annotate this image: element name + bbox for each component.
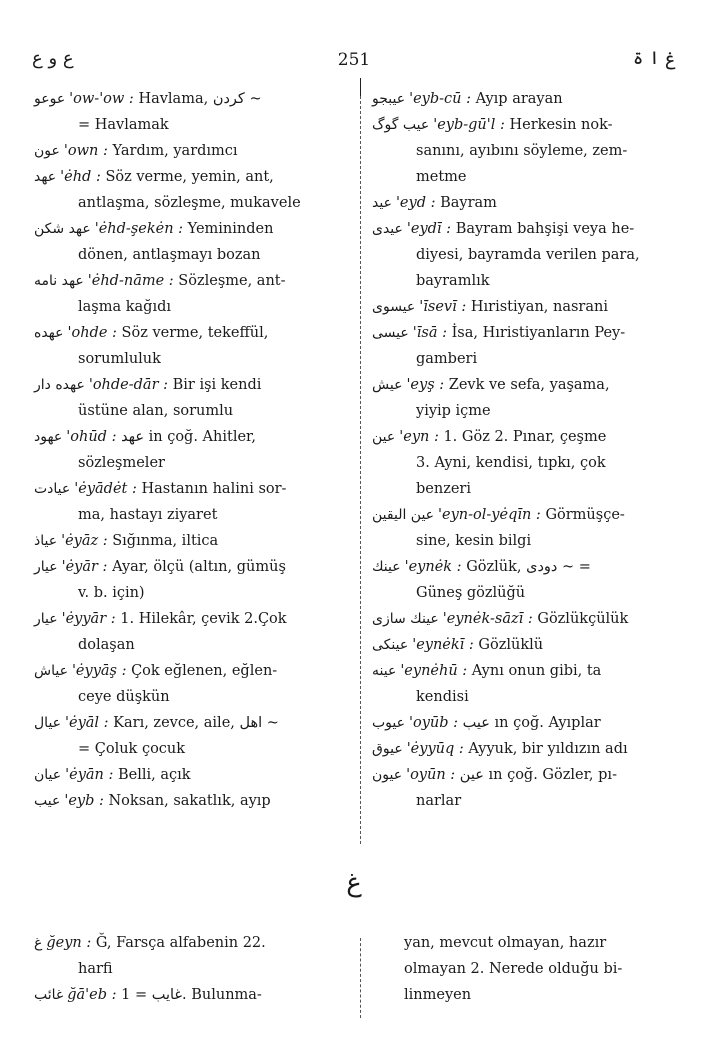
transliteration: 'ohūd :: [66, 429, 122, 445]
arabic-headword: عياذ: [34, 533, 58, 549]
arabic-headword: عينك: [372, 559, 401, 575]
definition: 1. Hilekâr, çevik 2.Çok: [120, 611, 287, 627]
definition: Görmüşçe-: [545, 507, 625, 523]
transliteration: 'eyb-gū'l :: [433, 117, 510, 133]
entry-line: [34, 533, 218, 549]
definition-continuation: dolaşan: [78, 637, 135, 653]
arabic-headword: عيوب: [372, 715, 405, 731]
definition-continuation: = Çoluk çocuk: [78, 741, 186, 757]
dictionary-entry: [34, 710, 348, 762]
arabic-headword: عون: [34, 143, 60, 159]
dictionary-entry: [372, 606, 672, 632]
definition-continuation: linmeyen: [404, 987, 472, 1003]
entry-line: [34, 169, 274, 185]
definition-continuation: dönen, antlaşmayı bozan: [78, 247, 261, 263]
definition: عين ın çoğ. Gözler, pı-: [459, 767, 617, 783]
arabic-headword: عين: [372, 429, 396, 445]
definition: Yardım, yardımcı: [112, 143, 238, 159]
definition-continuation: v. b. için): [78, 585, 145, 601]
right-column: [372, 86, 672, 814]
dictionary-entry: [34, 528, 348, 554]
dictionary-entry: [34, 554, 348, 606]
dictionary-entry: [372, 710, 672, 736]
arabic-headword: عيبجو: [372, 91, 406, 107]
dictionary-entry: [372, 216, 672, 268]
entry-line: [34, 793, 271, 809]
arabic-headword: عيار: [34, 611, 58, 627]
dictionary-entry: [372, 190, 672, 216]
entry-line: [372, 611, 628, 627]
arabic-headword: عهد نامه: [34, 273, 84, 289]
arabic-headword: عوعو: [34, 91, 66, 107]
arabic-headword: عيد: [372, 195, 392, 211]
definition: Herkesin nok-: [509, 117, 613, 133]
definition-continuation: ceye düşkün: [78, 689, 170, 705]
transliteration: 'ėyādėt :: [74, 481, 142, 497]
entry-line: [34, 767, 191, 783]
definition-continuation: sözleşmeler: [78, 455, 165, 471]
entry-line: [372, 637, 543, 653]
definition: Zevk ve sefa, yaşama,: [448, 377, 610, 393]
definition: Bayram: [440, 195, 497, 211]
entry-line: [34, 481, 286, 497]
left-column: [34, 86, 348, 814]
arabic-headword: عين اليقين: [372, 507, 435, 523]
dictionary-entry: [372, 320, 672, 372]
transliteration: 'eynėhū :: [400, 663, 472, 679]
dictionary-entry: [34, 476, 348, 528]
arabic-headword: عيسوى: [372, 299, 416, 315]
definition-continuation: sanını, ayıbını söyleme, zem-: [416, 143, 628, 159]
transliteration: 'īsevī :: [419, 299, 471, 315]
arabic-headword: عينك سازى: [372, 611, 439, 627]
definition-continuation: yiyip içme: [416, 403, 491, 419]
transliteration: 'ėyār :: [61, 559, 113, 575]
definition: Noksan, sakatlık, ayıp: [108, 793, 271, 809]
transliteration: 'ėyāz :: [61, 533, 113, 549]
definition-continuation: bayramlık: [416, 273, 490, 289]
definition: Bir işi kendi: [172, 377, 262, 393]
entry-line: [372, 663, 601, 679]
definition-continuation: sine, kesin bilgi: [416, 533, 532, 549]
right-column-section-2: [404, 930, 676, 1008]
transliteration: 'eyş :: [406, 377, 449, 393]
dictionary-entry: [372, 112, 672, 164]
dictionary-entry: [34, 86, 348, 138]
dictionary-entry: [372, 658, 672, 710]
definition: Havlama, کردن ~: [138, 91, 262, 107]
transliteration: 'ohde-dār :: [88, 377, 173, 393]
entry-line: [34, 663, 277, 679]
dictionary-entry: [34, 138, 348, 164]
transliteration: 'eynėk :: [404, 559, 467, 575]
arabic-headword: عياش: [34, 663, 68, 679]
dictionary-entry: [34, 606, 348, 658]
arabic-headword: عهده: [34, 325, 64, 341]
definition: Söz verme, tekeffül,: [121, 325, 269, 341]
definition-continuation: narlar: [416, 793, 462, 809]
dictionary-entry: [34, 762, 348, 788]
transliteration: 'ėyyār :: [61, 611, 121, 627]
transliteration: 'ohde :: [67, 325, 122, 341]
transliteration: ğeyn :: [46, 935, 96, 951]
definition-continuation: kendisi: [416, 689, 469, 705]
transliteration: 'eyb-cū :: [409, 91, 476, 107]
definition: Karı, zevce, aile, اهل ~: [113, 715, 279, 731]
column-divider-2: [360, 938, 361, 1018]
definition: عيب ın çoğ. Ayıplar: [462, 715, 601, 731]
definition: Hıristiyan, nasrani: [470, 299, 608, 315]
dictionary-entry: [372, 424, 672, 476]
arabic-headword: عيار: [34, 559, 58, 575]
arabic-headword: عهد شکن: [34, 221, 91, 237]
dictionary-entry: [372, 294, 672, 320]
dictionary-entry: [34, 372, 348, 424]
transliteration: 'eydī :: [406, 221, 456, 237]
definition: Ayar, ölçü (altın, gümüş: [112, 559, 286, 575]
entry-line: [372, 559, 591, 575]
dictionary-entry: [372, 762, 672, 814]
definition: Ayyuk, bir yıldızın adı: [468, 741, 628, 757]
arabic-headword: عيادت: [34, 481, 71, 497]
entry-line: [372, 741, 628, 757]
definition-continuation: harfi: [78, 961, 113, 977]
definition: 1. Göz 2. Pınar, çeşme: [443, 429, 607, 445]
transliteration: 'oyūb :: [409, 715, 463, 731]
arabic-headword: عيسى: [372, 325, 409, 341]
dictionary-entry: [372, 632, 672, 658]
dictionary-entry: [372, 736, 672, 762]
definition-continuation: = Havlamak: [78, 117, 169, 133]
transliteration: ğā'eb :: [67, 987, 122, 1003]
arabic-headword: عيب گوگ: [372, 117, 430, 133]
definition-continuation: gamberi: [416, 351, 478, 367]
dictionary-entry: [372, 268, 672, 294]
arabic-headword: عيان: [34, 767, 62, 783]
definition: Ayıp arayan: [475, 91, 563, 107]
transliteration: 'eyn :: [399, 429, 444, 445]
dictionary-entry: [34, 982, 348, 1008]
definition-continuation: antlaşma, sözleşme, mukavele: [78, 195, 301, 211]
definition-continuation: olmayan 2. Nerede olduğu bi-: [404, 961, 623, 977]
definition-continuation: üstüne alan, sorumlu: [78, 403, 234, 419]
arabic-headword: عيوق: [372, 741, 403, 757]
arabic-headword: عهده دار: [34, 377, 85, 393]
definition: Söz verme, yemin, ant,: [105, 169, 274, 185]
entry-line: [34, 325, 268, 341]
definition-continuation: yan, mevcut olmayan, hazır: [404, 935, 607, 951]
transliteration: 'eynėkī :: [412, 637, 479, 653]
transliteration: 'īsā :: [412, 325, 452, 341]
transliteration: 'ėyyāş :: [71, 663, 132, 679]
dictionary-entry: [372, 164, 672, 190]
definition: Sığınma, iltica: [112, 533, 219, 549]
definition-continuation: ma, hastayı ziyaret: [78, 507, 218, 523]
column-divider: [360, 96, 361, 844]
entry-line: [34, 429, 256, 445]
definition: Aynı onun gibi, ta: [471, 663, 602, 679]
entry-line: [34, 987, 262, 1003]
entry-line: [34, 715, 279, 731]
definition: Sözleşme, ant-: [178, 273, 286, 289]
arabic-headword: عينه: [372, 663, 397, 679]
arabic-headword: عهود: [34, 429, 63, 445]
definition-continuation: benzeri: [416, 481, 471, 497]
entry-line: [372, 195, 497, 211]
transliteration: 'oyūn :: [406, 767, 460, 783]
dictionary-entry: [34, 658, 348, 710]
arabic-headword: غ: [34, 935, 43, 951]
definition-continuation: Güneş gözlüğü: [416, 585, 526, 601]
entry-line: [372, 91, 563, 107]
header-rule: [360, 78, 361, 96]
header-left-letters: ع و ع: [32, 48, 74, 69]
definition-continuation: laşma kağıdı: [78, 299, 171, 315]
dictionary-entry: [34, 788, 348, 814]
definition-continuation: diyesi, bayramda verilen para,: [416, 247, 640, 263]
entry-line: [372, 715, 601, 731]
definition: Hastanın halini sor-: [141, 481, 287, 497]
definition: Gözlüklü: [478, 637, 544, 653]
definition: Yemininden: [187, 221, 274, 237]
entry-line: [372, 221, 634, 237]
section-letter: غ: [346, 868, 362, 898]
transliteration: 'ėyyūq :: [406, 741, 469, 757]
entry-line: [372, 299, 608, 315]
definition: Belli, açık: [117, 767, 191, 783]
dictionary-entry: [372, 86, 672, 112]
dictionary-entry: [34, 268, 348, 320]
definition: Ğ, Farsça alfabenin 22.: [95, 935, 266, 951]
arabic-headword: عهد: [34, 169, 57, 185]
page-number: 251: [337, 50, 371, 70]
definition: عهد in çoğ. Ahitler,: [121, 429, 257, 445]
definition: Gözlükçülük: [537, 611, 629, 627]
entry-line: [372, 767, 617, 783]
arabic-headword: عيب: [34, 793, 61, 809]
entry-line: [372, 507, 625, 523]
definition-continuation: metme: [416, 169, 467, 185]
arabic-headword: غائب: [34, 987, 64, 1003]
definition: Çok eğlenen, eğlen-: [131, 663, 278, 679]
arabic-headword: عيش: [372, 377, 403, 393]
transliteration: 'eyb :: [64, 793, 109, 809]
dictionary-entry: [372, 476, 672, 502]
entry-line: [34, 91, 262, 107]
transliteration: 'ėhd-şekėn :: [94, 221, 188, 237]
entry-line: [372, 429, 606, 445]
entry-line: [34, 611, 287, 627]
arabic-headword: عينكى: [372, 637, 409, 653]
entry-line: [34, 273, 286, 289]
entry-line: [34, 143, 238, 159]
definition: Bayram bahşişi veya he-: [455, 221, 635, 237]
arabic-headword: عيدى: [372, 221, 403, 237]
definition: Gözlük, دودى ~ =: [466, 559, 591, 575]
transliteration: 'eynėk-sāzī :: [442, 611, 538, 627]
entry-line: [372, 377, 610, 393]
dictionary-entry: [372, 372, 672, 424]
transliteration: 'ow-'ow :: [69, 91, 139, 107]
transliteration: 'ėhd :: [60, 169, 106, 185]
transliteration: 'ėyān :: [65, 767, 118, 783]
dictionary-entry: [34, 930, 348, 982]
entry-line: [34, 559, 286, 575]
entry-line: [34, 935, 266, 951]
definition: غايب = 1. Bulunma-: [121, 987, 262, 1003]
arabic-headword: عيال: [34, 715, 62, 731]
dictionary-entry: [34, 216, 348, 268]
definition: İsa, Hıristiyanların Pey-: [451, 325, 626, 341]
dictionary-entry: [34, 320, 348, 372]
dictionary-entry: [34, 424, 348, 476]
transliteration: 'eyd :: [395, 195, 441, 211]
transliteration: 'eyn-ol-yėqīn :: [438, 507, 546, 523]
transliteration: 'ėhd-nāme :: [87, 273, 179, 289]
entry-line: [372, 325, 625, 341]
transliteration: 'own :: [63, 143, 113, 159]
transliteration: 'ėyāl :: [65, 715, 114, 731]
entry-line: [372, 117, 613, 133]
page-header: [28, 44, 680, 80]
entry-line: [34, 221, 273, 237]
definition-continuation: sorumluluk: [78, 351, 161, 367]
dictionary-entry: [372, 554, 672, 606]
header-right-letters: غ ا ۃ: [632, 48, 676, 69]
left-column-section-2: [34, 930, 348, 1008]
entry-line: [34, 377, 261, 393]
definition-continuation: 3. Ayni, kendisi, tıpkı, çok: [416, 455, 606, 471]
dictionary-entry: [372, 502, 672, 554]
dictionary-entry: [34, 164, 348, 216]
arabic-headword: عيون: [372, 767, 403, 783]
